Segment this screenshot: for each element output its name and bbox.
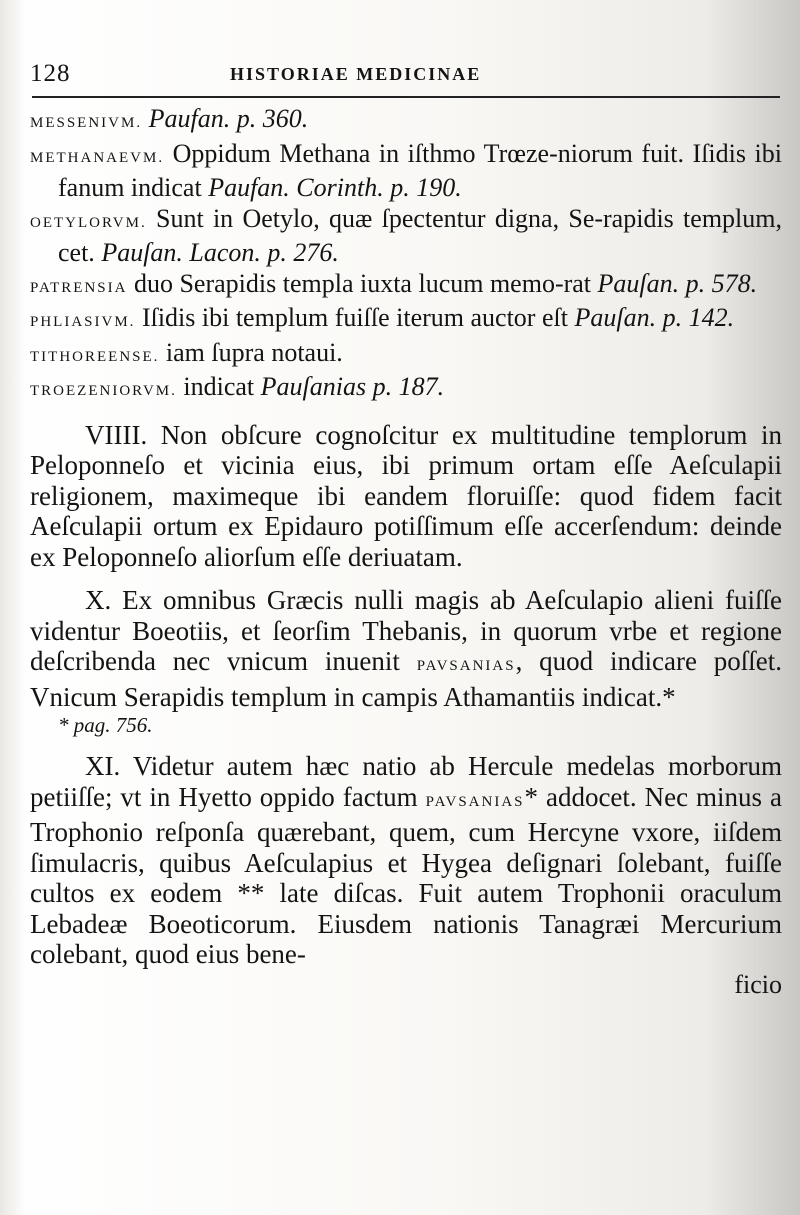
entry-methanaeum bbox=[30, 139, 782, 204]
entry-citation: Paufan. Corinth. p. 190. bbox=[208, 173, 462, 202]
entry-heading: PATRENSIA bbox=[30, 279, 128, 296]
entry-heading: TROEZENIORVM. bbox=[30, 383, 177, 399]
entry-citation: Pauſan. Lacon. p. 276. bbox=[101, 238, 339, 267]
page-gutter-shadow bbox=[0, 0, 26, 1215]
author-name: PAVSANIAS bbox=[425, 793, 525, 810]
paragraph-text: * addocet. Nec minus a Trophonio reſponſa quærebant, quem, cum Hercyne vxore, iiſdem ſimulacris, quibus Aeſculapius et Hygea deſignari ſolebant, fuiſſe cultos ex eodem ** late diſcas. Fuit autem Trophonii oraculum Lebadeæ Boeoticorum. Eiusdem nationis Tanagræi Mercurium colebant, quod eius bene- bbox=[30, 781, 782, 969]
paragraph-text: X. Ex omnibus Græcis nulli magis ab Aeſculapio alieni fuiſſe videntur Boeotiis, et ſeorſim Thebanis, in quorum vrbe et regione deſcribenda nec vnicum inuenit bbox=[30, 585, 782, 676]
entry-oetylorum bbox=[30, 204, 782, 269]
running-header bbox=[30, 60, 782, 94]
entry-text: Sunt in Oetylo, quæ ſpectentur digna, Se-rapidis templum, cet. bbox=[58, 203, 782, 267]
page-body bbox=[30, 104, 782, 1000]
paragraph-xi bbox=[30, 751, 782, 970]
paragraph-x bbox=[30, 585, 782, 712]
entry-text: Iſidis ibi templum fuiſſe iterum auctor eſt bbox=[135, 303, 575, 332]
entry-tithoreense bbox=[30, 338, 782, 373]
entry-heading: MESSENIVM. bbox=[30, 115, 143, 131]
paragraph-text: , quod indicare poſſet. Vnicum Serapidis templum in campis Athamantiis indicat.* bbox=[30, 646, 783, 712]
entry-text: indicat bbox=[176, 372, 261, 401]
running-title: HISTORIAE MEDICINAE bbox=[230, 64, 482, 84]
paragraph-viiii: VIIII. Non obſcure cognoſcitur ex multitudine templorum in Peloponneſo et vicinia eius, ibi primum ortam eſſe Aeſculapii religionem, maximeque ibi eandem floruiſſe: quod fidem facit Aeſculapii ortum ex Epidauro potiſſimum eſſe accerſendum: deinde ex Peloponneſo aliorſum eſſe deriuatam. bbox=[30, 419, 782, 572]
entry-phliasium bbox=[30, 303, 782, 338]
entry-citation: Pauſan. p. 578. bbox=[597, 268, 758, 298]
entry-text: Oppidum Methana in iſthmo Trœze-niorum fuit. Iſidis ibi fanum indicat bbox=[58, 138, 782, 202]
entry-troezeniorum bbox=[30, 372, 782, 407]
entry-text: duo Serapidis templa iuxta lucum memo-rat bbox=[127, 268, 598, 298]
footnote: * pag. 756. bbox=[58, 713, 153, 737]
author-name: PAVSANIAS bbox=[416, 658, 516, 674]
entry-heading: TITHOREENSE. bbox=[30, 348, 160, 365]
entry-text: iam ſupra notaui. bbox=[159, 337, 343, 367]
paragraph-text: XI. Videtur autem hæc natio ab Hercule medelas morborum petiiſſe; vt in Hyetto oppido factum bbox=[30, 751, 782, 812]
catchword: ficio bbox=[734, 969, 782, 999]
header-rule bbox=[32, 96, 780, 98]
entry-patrensia bbox=[30, 269, 782, 304]
entry-heading: METHANAEVM. bbox=[30, 149, 165, 166]
entry-messenium bbox=[30, 104, 782, 139]
entry-heading: PHLIASIVM. bbox=[30, 314, 136, 330]
entry-citation: Pauſan. p. 142. bbox=[574, 303, 735, 332]
entry-citation: Paufan. p. 360. bbox=[148, 104, 309, 133]
entry-citation: Pauſanias p. 187. bbox=[260, 372, 445, 401]
entry-heading: OETYLORVM. bbox=[30, 214, 147, 231]
page-number: 128 bbox=[30, 60, 71, 87]
